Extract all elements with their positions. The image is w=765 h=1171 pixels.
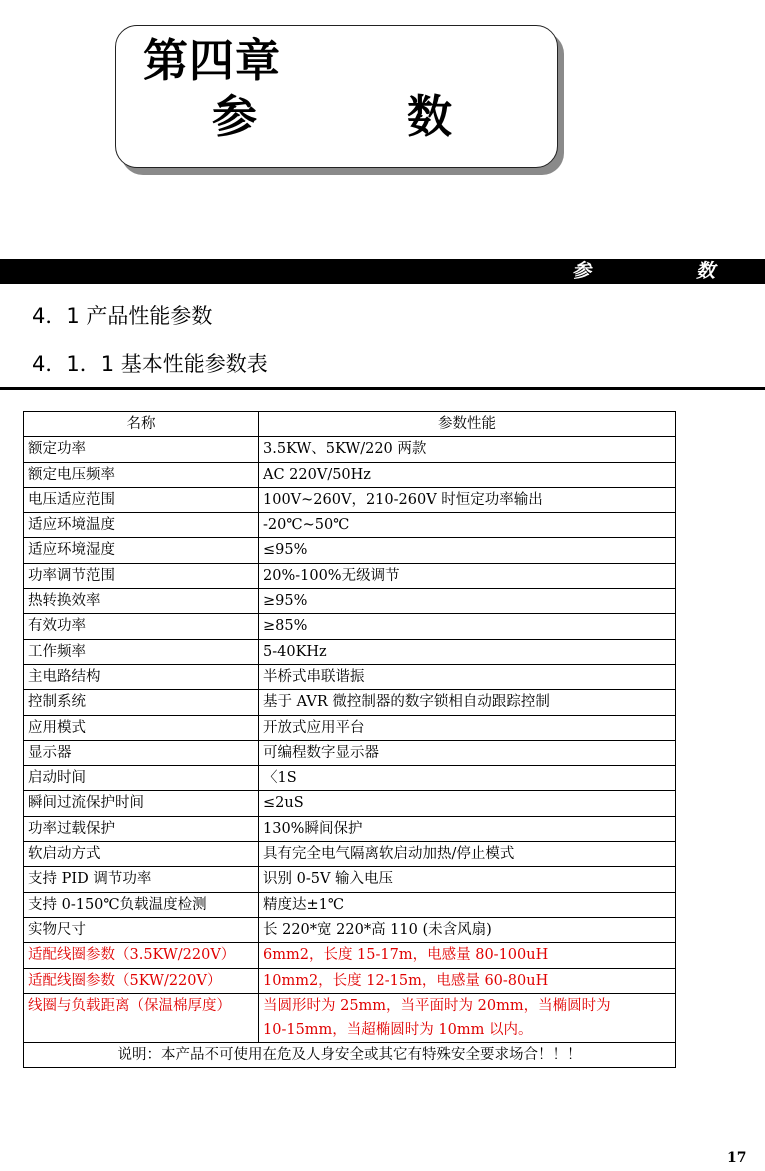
row-name: 适配线圈参数（3.5KW/220V）	[24, 943, 259, 968]
row-name: 控制系统	[24, 690, 259, 715]
row-name: 实物尺寸	[24, 917, 259, 942]
row-value: 可编程数字显示器	[259, 740, 676, 765]
header-value: 参数性能	[259, 412, 676, 437]
subsection-heading: 4．1．1 基本性能参数表	[32, 352, 268, 376]
table-row	[24, 538, 676, 563]
table-row-highlight	[24, 968, 676, 993]
table-row	[24, 563, 676, 588]
row-name: 适配线圈参数（5KW/220V）	[24, 968, 259, 993]
row-name: 适应环境湿度	[24, 538, 259, 563]
row-value: 5-40KHz	[259, 639, 676, 664]
row-name: 功率调节范围	[24, 563, 259, 588]
table-row	[24, 715, 676, 740]
header-name: 名称	[24, 412, 259, 437]
table-row	[24, 867, 676, 892]
table-row	[24, 639, 676, 664]
table-row	[24, 791, 676, 816]
row-value: 20%-100%无级调节	[259, 563, 676, 588]
row-value: 开放式应用平台	[259, 715, 676, 740]
row-name: 支持 PID 调节功率	[24, 867, 259, 892]
row-name: 额定功率	[24, 437, 259, 462]
row-value: 6mm2，长度 15-17m，电感量 80-100uH	[259, 943, 676, 968]
table-row	[24, 462, 676, 487]
row-value: ≤95%	[259, 538, 676, 563]
table-row	[24, 513, 676, 538]
row-name: 启动时间	[24, 766, 259, 791]
table-row	[24, 664, 676, 689]
row-name: 功率过载保护	[24, 816, 259, 841]
row-name: 工作频率	[24, 639, 259, 664]
row-value: ≤2uS	[259, 791, 676, 816]
row-name: 支持 0-150℃负载温度检测	[24, 892, 259, 917]
banner-text-part-2: 数	[696, 260, 716, 282]
spec-table	[23, 411, 676, 1068]
row-value: 长 220*宽 220*高 110 (未含风扇)	[259, 917, 676, 942]
chapter-title-part-1: 参	[212, 90, 258, 143]
row-value: 130%瞬间保护	[259, 816, 676, 841]
table-row	[24, 614, 676, 639]
row-value: 3.5KW、5KW/220 两款	[259, 437, 676, 462]
table-row	[24, 589, 676, 614]
banner-text-part-1: 参	[572, 260, 592, 282]
row-value: 基于 AVR 微控制器的数字锁相自动跟踪控制	[259, 690, 676, 715]
row-value: ≥85%	[259, 614, 676, 639]
row-name: 额定电压频率	[24, 462, 259, 487]
row-name: 线圈与负载距离（保温棉厚度）	[24, 993, 259, 1042]
row-value: 〈1S	[259, 766, 676, 791]
row-value: 具有完全电气隔离软启动加热/停止模式	[259, 842, 676, 867]
table-row	[24, 816, 676, 841]
table-row	[24, 917, 676, 942]
chapter-title-part-2: 数	[407, 90, 453, 143]
heading-rule	[0, 387, 765, 390]
row-value: 10mm2，长度 12-15m，电感量 60-80uH	[259, 968, 676, 993]
row-name: 适应环境温度	[24, 513, 259, 538]
row-name: 软启动方式	[24, 842, 259, 867]
chapter-number: 第四章	[143, 34, 282, 87]
row-value: -20℃~50℃	[259, 513, 676, 538]
chapter-banner	[0, 259, 765, 284]
table-row	[24, 766, 676, 791]
table-row	[24, 690, 676, 715]
table-row	[24, 842, 676, 867]
table-note-row	[24, 1042, 676, 1067]
row-name: 有效功率	[24, 614, 259, 639]
row-value: 100V~260V，210-260V 时恒定功率输出	[259, 487, 676, 512]
row-value-line-2: 10-15mm，当超椭圆时为 10mm 以内。	[263, 1021, 533, 1038]
table-note: 说明：本产品不可使用在危及人身安全或其它有特殊安全要求场合！！！	[24, 1042, 676, 1067]
row-name: 电压适应范围	[24, 487, 259, 512]
table-row	[24, 892, 676, 917]
row-name: 主电路结构	[24, 664, 259, 689]
table-header-row	[24, 412, 676, 437]
row-name: 热转换效率	[24, 589, 259, 614]
table-row	[24, 740, 676, 765]
table-row-highlight	[24, 943, 676, 968]
row-value-line-1: 当圆形时为 25mm，当平面时为 20mm，当椭圆时为	[263, 997, 611, 1014]
table-row-highlight	[24, 993, 676, 1042]
table-row	[24, 487, 676, 512]
row-value	[259, 993, 676, 1042]
row-name: 应用模式	[24, 715, 259, 740]
row-name: 显示器	[24, 740, 259, 765]
table-row	[24, 437, 676, 462]
row-value: 识别 0-5V 输入电压	[259, 867, 676, 892]
page-number: 17	[727, 1150, 747, 1166]
row-value: 精度达±1℃	[259, 892, 676, 917]
section-heading: 4．1 产品性能参数	[32, 304, 213, 328]
row-value: 半桥式串联谐振	[259, 664, 676, 689]
row-value: ≥95%	[259, 589, 676, 614]
row-value: AC 220V/50Hz	[259, 462, 676, 487]
row-name: 瞬间过流保护时间	[24, 791, 259, 816]
